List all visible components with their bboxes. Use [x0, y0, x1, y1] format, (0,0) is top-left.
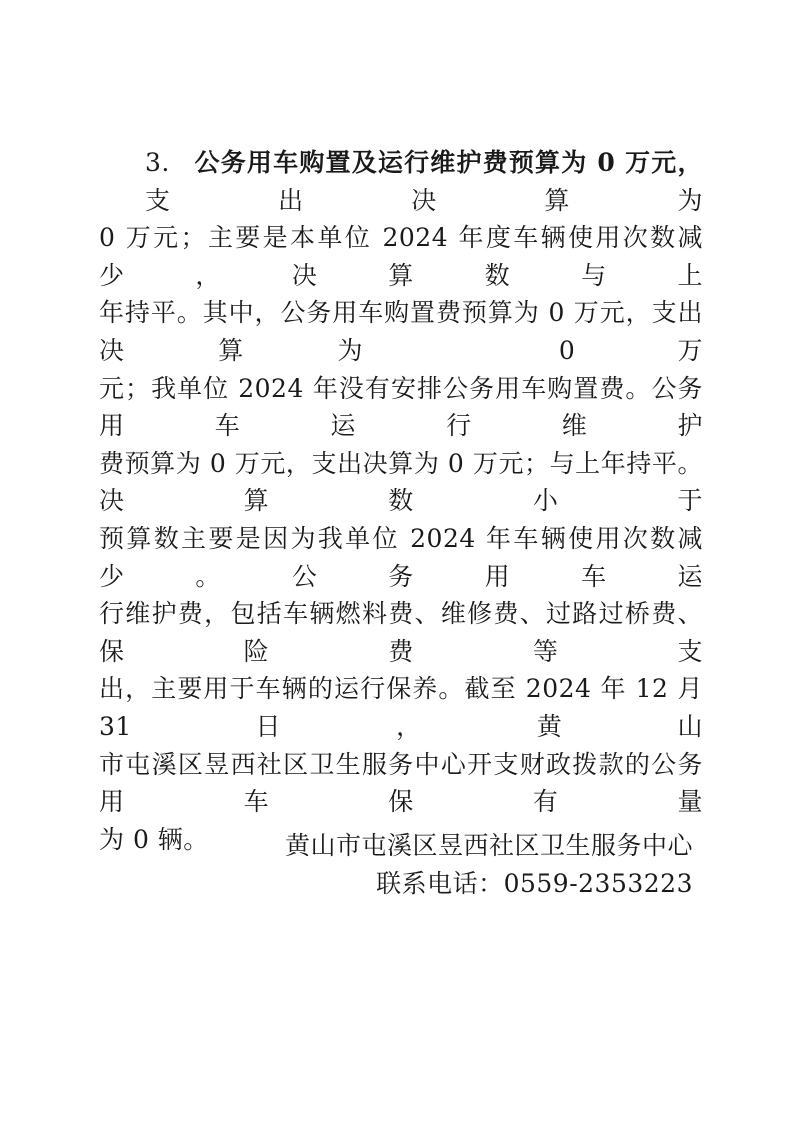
body-line: 为 0 辆。 — [99, 824, 209, 854]
body-line: 市屯溪区昱西社区卫生服务中心开支财政拨款的公务用车保有量 — [99, 749, 703, 817]
section-3-paragraph — [99, 144, 703, 858]
body-line: 预算数主要是因为我单位 2024 年车辆使用次数减少。公务用车运 — [99, 523, 703, 591]
contact-line — [0, 865, 693, 903]
body-line: 费预算为 0 万元，支出决算为 0 万元；与上年持平。决算数小于 — [99, 448, 703, 516]
body-line — [99, 144, 703, 219]
phone-number: 0559-2353223 — [503, 868, 693, 898]
body-line: 0 万元；主要是本单位 2024 年度车辆使用次数减少，决算数与上 — [99, 223, 703, 290]
body-line: 年持平。其中，公务用车购置费预算为 0 万元，支出决算为 0 万 — [99, 298, 703, 365]
body-line: 元；我单位 2024 年没有安排公务用车购置费。公务用车运行维护 — [99, 373, 703, 441]
organization-name: 黄山市屯溪区昱西社区卫生服务中心 — [284, 831, 693, 860]
body-line: 出，主要用于车辆的运行保养。截至 2024 年 12 月 31 日，黄山 — [99, 674, 703, 741]
body-line: 行维护费，包括车辆燃料费、维修费、过路过桥费、保险费等支 — [99, 599, 703, 666]
list-number: 3. — [145, 148, 170, 177]
body-line-text: 支出决算为 — [145, 185, 703, 215]
section-heading-bold: 公务用车购置及运行维护费预算为 0 万元， — [193, 148, 703, 177]
signature-block — [0, 827, 693, 902]
contact-label: 联系电话： — [376, 868, 504, 898]
